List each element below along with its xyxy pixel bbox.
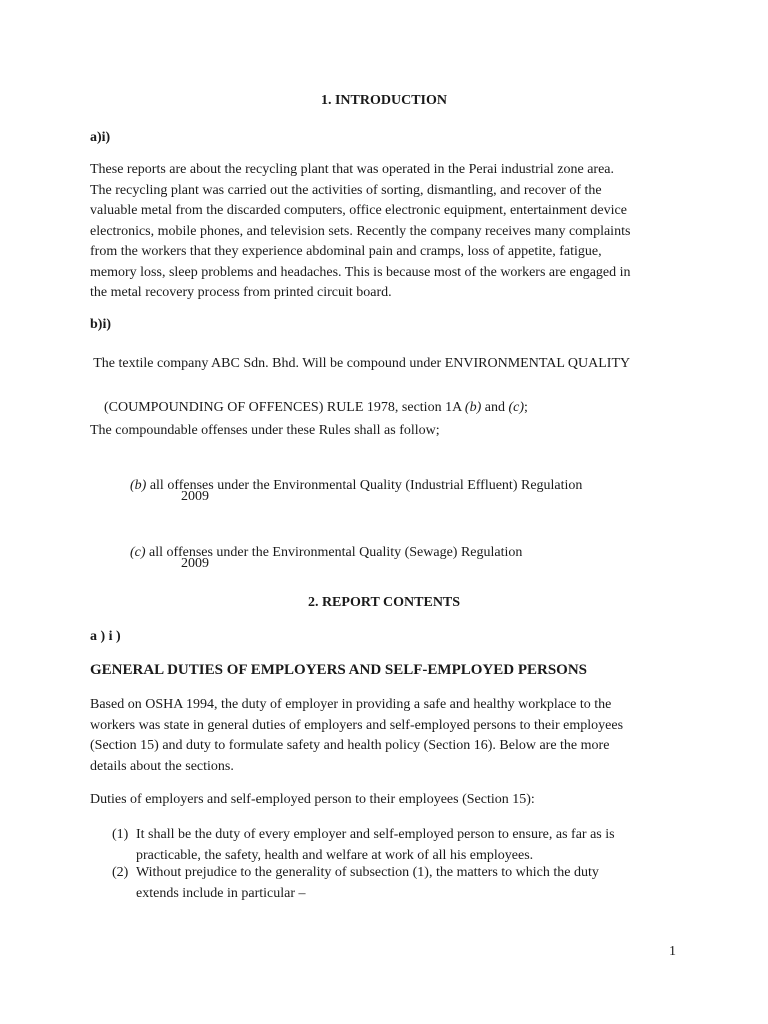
intro-line: the metal recovery process from printed circuit board. [90,285,392,300]
osha-line: Based on OSHA 1994, the duty of employer in providing a safe and healthy workplace to the [90,697,612,712]
label-a-i: a)i) [90,130,111,145]
offense-c [116,529,522,577]
offense-c-year: 2009 [181,556,209,571]
label-b-i: b)i) [90,317,111,332]
osha-line: (Section 15) and duty to formulate safety and health policy (Section 16). Below are the more [90,738,610,753]
osha-line: details about the sections. [90,758,234,774]
intro-line: memory loss, sleep problems and headaches. This is because most of the workers are engaged in [90,264,631,280]
compound-intro: The compoundable offenses under these Rules shall as follow; [90,423,440,438]
osha-paragraph [90,695,680,777]
intro-line: valuable metal from the discarded computers, office electronic equipment, entertainment device [90,203,627,218]
offense-b-year: 2009 [181,489,209,504]
label-a-i-2: a ) i ) [90,629,121,644]
ref-end: ; [524,400,528,415]
intro-line: electronics, mobile phones, and television sets. Recently the company receives many complaints [90,223,631,239]
section-2-subtitle: GENERAL DUTIES OF EMPLOYERS AND SELF-EMPLOYED PERSONS [90,662,588,678]
intro-line: These reports are about the recycling plant that was operated in the Perai industrial zone area. [90,162,615,177]
intro-line: from the workers that they experience abdominal pain and cramps, loss of appetite, fatigue, [90,244,602,259]
list-item-number: (1) [112,827,129,842]
section-1-title: 1. INTRODUCTION [320,93,447,108]
offense-b-tag: (b) [130,478,147,493]
ref-and: and [481,400,509,415]
intro-paragraph [90,160,680,304]
page-number: 1 [669,944,676,959]
list-item-number: (2) [112,865,129,880]
duties-intro: Duties of employers and self-employed person to their employees (Section 15): [90,792,535,807]
list-item-line: Without prejudice to the generality of subsection (1), the matters to which the duty [136,865,599,880]
list-item-line: practicable, the safety, health and welfare at work of all his employees. [136,848,534,863]
ref-b: (b) [464,400,482,415]
list-item-line: It shall be the duty of every employer and self-employed person to ensure, as far as is [136,827,615,842]
list-item-line: extends include in particular – [136,886,306,901]
compound-statement-line-1: The textile company ABC Sdn. Bhd. Will be compound under ENVIRONMENTAL QUALITY [90,356,631,371]
offense-c-text: all offenses under the Environmental Quality (Sewage) Regulation [145,545,523,560]
offense-b-text: all offenses under the Environmental Quality (Industrial Effluent) Regulation [146,478,583,493]
rule-reference: (COUMPOUNDING OF OFFENCES) RULE 1978, section 1A [104,400,465,415]
osha-line: workers was state in general duties of employers and self-employed persons to their employees [90,717,624,733]
intro-line: The recycling plant was carried out the activities of sorting, dismantling, and recover of the [90,182,602,198]
offense-c-tag: (c) [130,545,146,560]
ref-c: (c) [508,400,524,415]
section-2-title: 2. REPORT CONTENTS [307,595,461,610]
